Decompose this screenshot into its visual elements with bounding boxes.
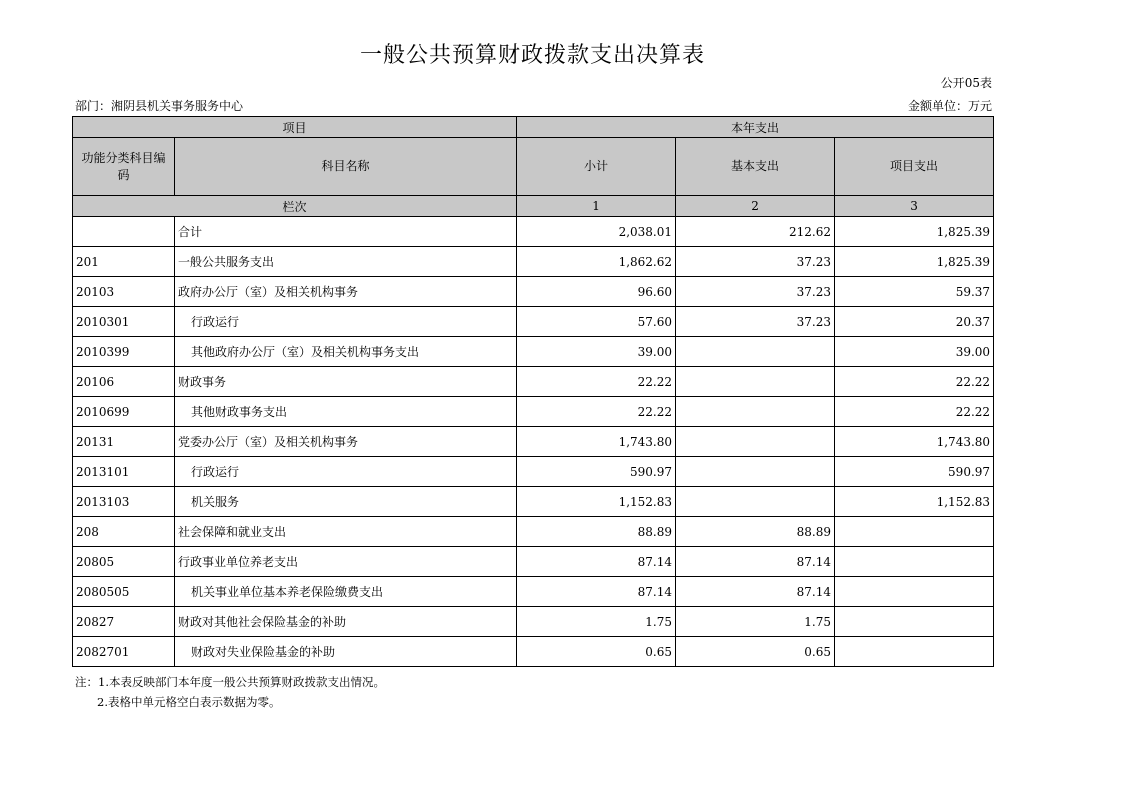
row-code	[73, 217, 175, 247]
header-code: 功能分类科目编码	[73, 138, 175, 196]
table-row	[73, 427, 994, 457]
row-project: 59.37	[835, 277, 994, 307]
row-name: 财政事务	[175, 367, 517, 397]
row-basic	[676, 427, 835, 457]
row-subtotal: 0.65	[517, 637, 676, 667]
row-subtotal: 1,743.80	[517, 427, 676, 457]
row-basic: 37.23	[676, 277, 835, 307]
row-basic	[676, 457, 835, 487]
row-subtotal: 2,038.01	[517, 217, 676, 247]
row-basic: 87.14	[676, 547, 835, 577]
table-row	[73, 487, 994, 517]
row-code: 2082701	[73, 637, 175, 667]
row-code: 20827	[73, 607, 175, 637]
row-code: 20131	[73, 427, 175, 457]
row-basic: 1.75	[676, 607, 835, 637]
row-basic	[676, 397, 835, 427]
header-item: 项目	[73, 117, 517, 138]
row-subtotal: 87.14	[517, 547, 676, 577]
form-number: 公开05表	[940, 76, 992, 90]
row-name: 机关事业单位基本养老保险缴费支出	[175, 577, 517, 607]
header-subtotal: 小计	[517, 138, 676, 196]
row-project: 1,152.83	[835, 487, 994, 517]
row-name: 行政运行	[175, 307, 517, 337]
expenditure-table	[72, 116, 994, 667]
row-project: 1,825.39	[835, 217, 994, 247]
table-row	[73, 337, 994, 367]
header-name: 科目名称	[175, 138, 517, 196]
row-project: 22.22	[835, 367, 994, 397]
row-code: 2010301	[73, 307, 175, 337]
table-row	[73, 397, 994, 427]
row-name: 行政事业单位养老支出	[175, 547, 517, 577]
row-basic	[676, 337, 835, 367]
row-basic: 212.62	[676, 217, 835, 247]
row-basic	[676, 367, 835, 397]
row-code: 2080505	[73, 577, 175, 607]
row-name: 其他财政事务支出	[175, 397, 517, 427]
table-row	[73, 247, 994, 277]
row-subtotal: 22.22	[517, 397, 676, 427]
header-col-3: 3	[835, 196, 994, 217]
row-name: 财政对其他社会保险基金的补助	[175, 607, 517, 637]
row-project: 1,743.80	[835, 427, 994, 457]
row-name: 党委办公厅（室）及相关机构事务	[175, 427, 517, 457]
row-project	[835, 637, 994, 667]
table-row	[73, 457, 994, 487]
row-basic	[676, 487, 835, 517]
row-name: 机关服务	[175, 487, 517, 517]
row-subtotal: 590.97	[517, 457, 676, 487]
row-name: 行政运行	[175, 457, 517, 487]
header-col-1: 1	[517, 196, 676, 217]
row-subtotal: 1.75	[517, 607, 676, 637]
page-title: 一般公共预算财政拨款支出决算表	[359, 43, 705, 68]
table-row	[73, 547, 994, 577]
row-name: 合计	[175, 217, 517, 247]
header-column-no: 栏次	[73, 196, 517, 217]
row-code: 2010399	[73, 337, 175, 367]
row-basic: 37.23	[676, 307, 835, 337]
row-basic: 87.14	[676, 577, 835, 607]
table-row	[73, 307, 994, 337]
row-subtotal: 39.00	[517, 337, 676, 367]
row-code: 208	[73, 517, 175, 547]
row-name: 政府办公厅（室）及相关机构事务	[175, 277, 517, 307]
table-row	[73, 367, 994, 397]
row-project: 22.22	[835, 397, 994, 427]
header-basic: 基本支出	[676, 138, 835, 196]
table-row	[73, 607, 994, 637]
row-code: 2013103	[73, 487, 175, 517]
row-subtotal: 22.22	[517, 367, 676, 397]
row-code: 20805	[73, 547, 175, 577]
amount-unit-label: 金额单位：万元	[907, 99, 992, 113]
row-project	[835, 517, 994, 547]
row-subtotal: 96.60	[517, 277, 676, 307]
table-row	[73, 517, 994, 547]
row-project	[835, 607, 994, 637]
row-code: 201	[73, 247, 175, 277]
row-name: 其他政府办公厅（室）及相关机构事务支出	[175, 337, 517, 367]
row-project	[835, 577, 994, 607]
table-row	[73, 277, 994, 307]
header-col-2: 2	[676, 196, 835, 217]
row-name: 财政对失业保险基金的补助	[175, 637, 517, 667]
header-current-year: 本年支出	[517, 117, 994, 138]
row-subtotal: 87.14	[517, 577, 676, 607]
row-subtotal: 88.89	[517, 517, 676, 547]
note-line-2: 2.表格中单元格空白表示数据为零。	[97, 695, 281, 709]
row-code: 20106	[73, 367, 175, 397]
table-row	[73, 217, 994, 247]
row-name: 社会保障和就业支出	[175, 517, 517, 547]
row-basic: 88.89	[676, 517, 835, 547]
row-code: 2013101	[73, 457, 175, 487]
row-project: 39.00	[835, 337, 994, 367]
row-code: 2010699	[73, 397, 175, 427]
header-project: 项目支出	[835, 138, 994, 196]
row-subtotal: 1,152.83	[517, 487, 676, 517]
row-project: 20.37	[835, 307, 994, 337]
row-name: 一般公共服务支出	[175, 247, 517, 277]
note-line-1: 注：1.本表反映部门本年度一般公共预算财政拨款支出情况。	[75, 675, 385, 689]
row-code: 20103	[73, 277, 175, 307]
table-row	[73, 577, 994, 607]
department-label: 部门：湘阴县机关事务服务中心	[75, 99, 244, 113]
row-project: 1,825.39	[835, 247, 994, 277]
table-notes	[75, 672, 385, 712]
row-subtotal: 57.60	[517, 307, 676, 337]
table-row	[73, 637, 994, 667]
row-basic: 0.65	[676, 637, 835, 667]
row-subtotal: 1,862.62	[517, 247, 676, 277]
row-basic: 37.23	[676, 247, 835, 277]
row-project: 590.97	[835, 457, 994, 487]
row-project	[835, 547, 994, 577]
